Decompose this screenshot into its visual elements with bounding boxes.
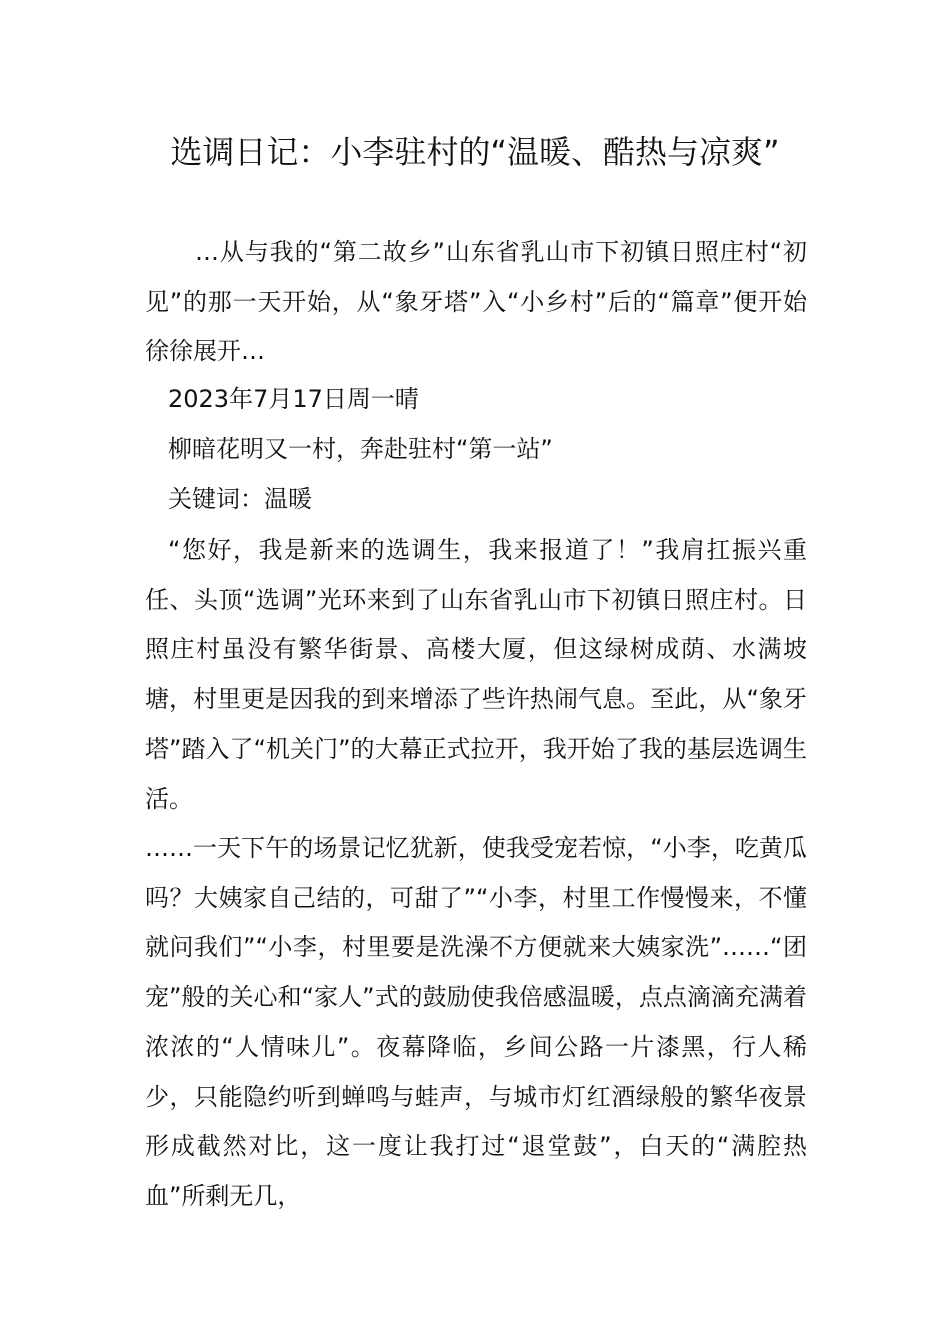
date-line: 2023年7月17日周一晴 — [168, 385, 419, 413]
section-subtitle: 柳暗花明又一村，奔赴驻村“第一站” — [168, 435, 553, 463]
body-paragraph-1: “您好，我是新来的选调生，我来报道了！”我肩扛振兴重任、头顶“选调”光环来到了山东省乳山市下初镇日照庄村。日照庄村虽没有繁华街景、高楼大厦，但这绿树成荫、水满坡塘，村里更是因我的到来增添了些许热闹气息。至此，从“象牙塔”踏入了“机关门”的大幕正式拉开，我开始了我的基层选调生活。 — [145, 536, 807, 813]
document-title: 选调日记：小李驻村的“温暖、酷热与凉爽” — [170, 133, 780, 171]
body-paragraph-2: ……一天下午的场景记忆犹新，使我受宠若惊，“小李，吃黄瓜吗？大姨家自己结的，可甜了”“小李，村里工作慢慢来，不懂就问我们”“小李，村里要是洗澡不方便就来大姨家洗”……“团宠”般的关心和“家人”式的鼓励使我倍感温暖，点点滴滴充满着浓浓的“人情味儿”。夜幕降临，乡间公路一片漆黑，行人稀少，只能隐约听到蝉鸣与蛙声，与城市灯红酒绿般的繁华夜景形成截然对比，这一度让我打过“退堂鼓”，白天的“满腔热血”所剩无几， — [145, 834, 807, 1210]
keyword-line: 关键词：温暖 — [168, 485, 312, 513]
intro-paragraph: …从与我的“第二故乡”山东省乳山市下初镇日照庄村“初见”的那一天开始，从“象牙塔”入“小乡村”后的“篇章”便开始徐徐展开… — [145, 238, 807, 366]
